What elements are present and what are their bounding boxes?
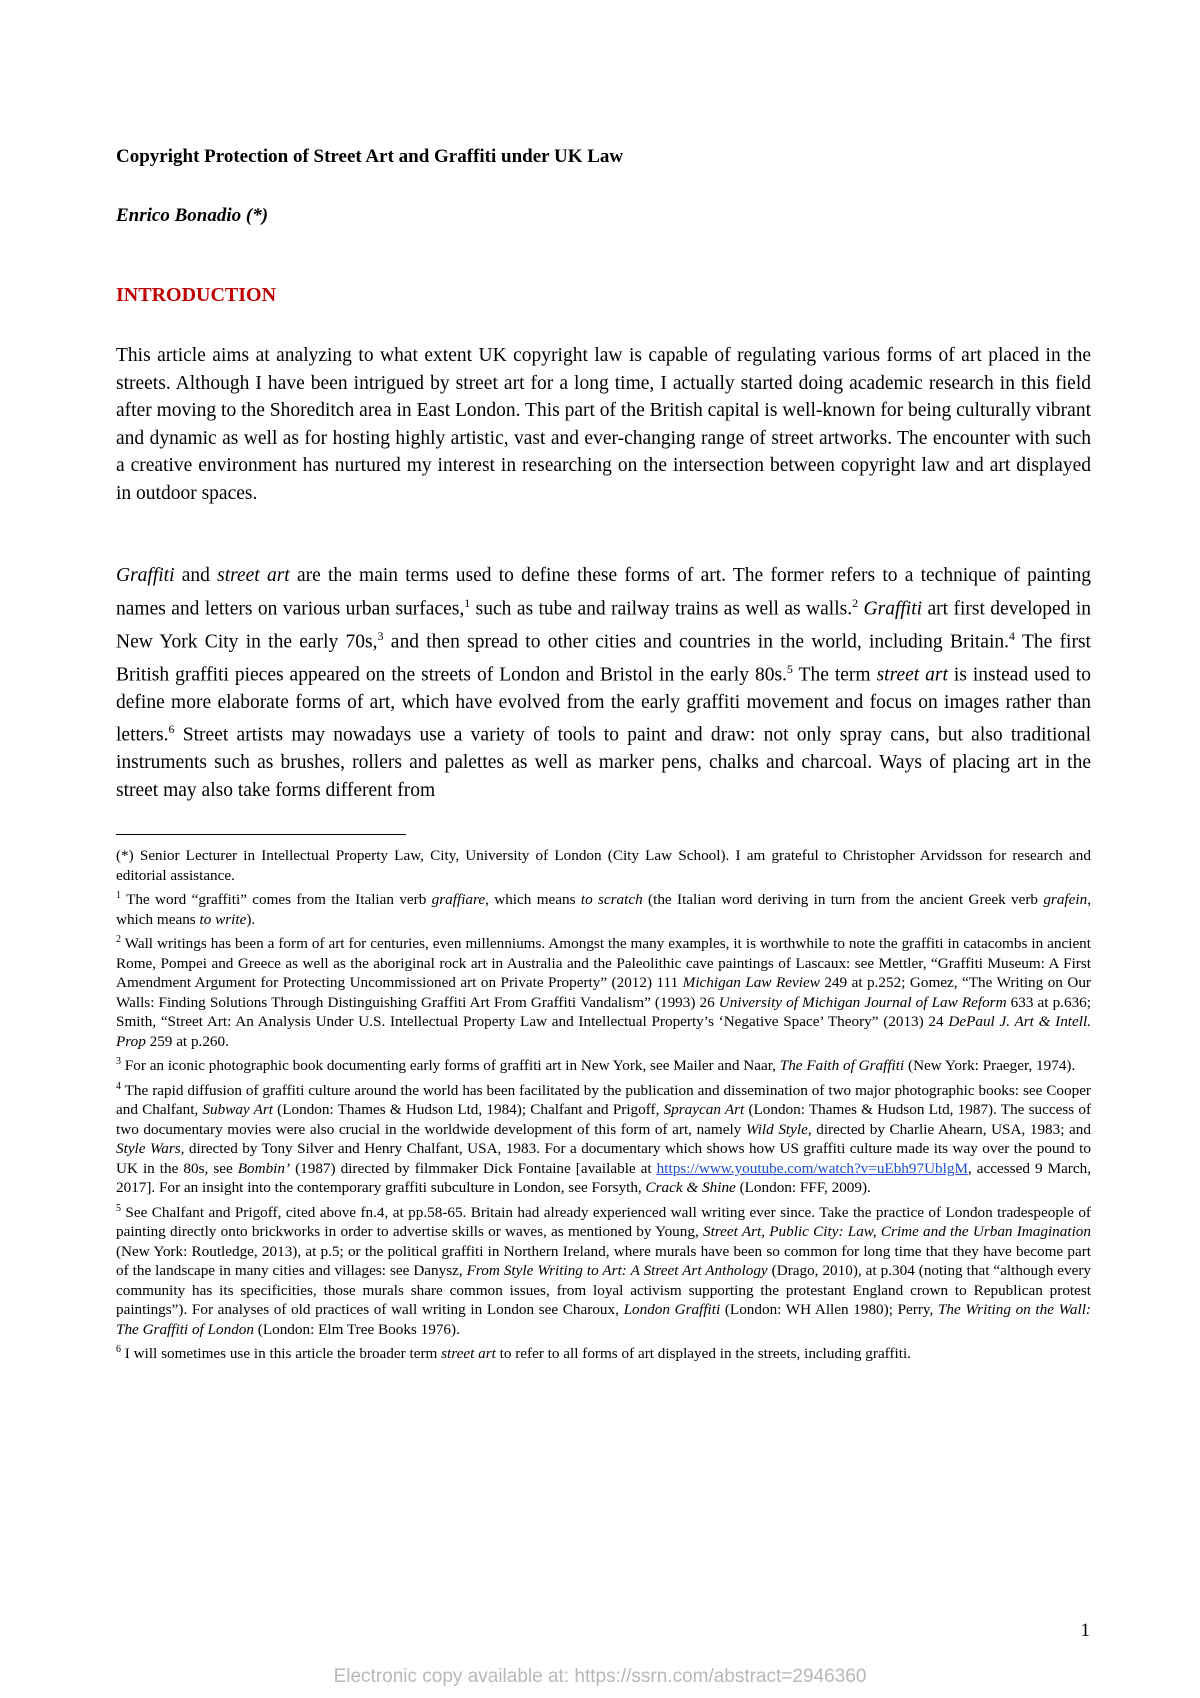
body-text: and [174,565,218,586]
page-number: 1 [1080,1620,1090,1641]
footnote-text: (London: Thames & Hudson Ltd, 1984); Chalfant and Prigoff, [272,1101,664,1119]
footnote-ref-4[interactable]: 4 [1009,628,1016,643]
footnote-text: 259 at p.260. [145,1032,229,1050]
footnote-text: , which means [116,891,1091,928]
footnote-text: For an iconic photographic book documenting early forms of graffiti art in New York, see Mailer and Naar, [121,1057,780,1075]
footnote-2 [116,930,1091,1051]
footnote-number: 2 [116,934,121,946]
body-text: art first developed in New York City in the early 70s, [116,598,1092,652]
footnote-italic: Michigan Law Review [682,974,820,992]
footnote-text: The word “graffiti” comes from the Italian verb [121,891,432,909]
footnote-text: 633 at p.636; Smith, “Street Art: An Analysis Under U.S. Intellectual Property Law and Intellectual Property’s ‘Negative Space’ Theory” (2013) 24 [116,993,1091,1031]
footnote-4 [116,1077,1091,1198]
footnote-star: (*) Senior Lecturer in Intellectual Property Law, City, University of London (City Law School). I am grateful to Christopher Arvidsson for research and editorial assistance. [116,847,1091,884]
article-author: Enrico Bonadio (*) [116,205,269,226]
footnote-italic: London Graffiti [623,1301,721,1319]
italic-term: Graffiti [863,598,923,619]
footnote-italic: University of Michigan Journal of Law Reform [718,993,1007,1011]
footnote-italic: Style Wars [116,1140,181,1158]
footnote-text: (London: FFF, 2009). [735,1179,871,1197]
footnote-italic: to scratch [580,891,643,909]
footnotes [116,846,1091,1365]
footnote-italic: Street Art, Public City: Law, Crime and the Urban Imagination [703,1223,1091,1241]
footnote-5 [116,1199,1091,1340]
footnote-italic: DePaul J. Art & Intell. Prop [116,1013,1092,1050]
footnote-number: 5 [116,1202,121,1214]
footnote-italic: grafein [1043,891,1088,909]
footnote-italic: The Faith of Graffiti [779,1057,905,1075]
footnote-text: See Chalfant and Prigoff, cited above fn.4, at pp.58-65. Britain had already experienced wall writing ever since. Take the practice of London tradespeople of painting directly onto brickworks in order to advertise skills or waves, as mentioned by Young, [116,1203,1091,1241]
footnote-number: 6 [116,1344,121,1356]
footnote-italic: Crack & Shine [645,1179,736,1197]
footnote-italic: Subway Art [202,1101,273,1119]
italic-term: street art [217,565,290,586]
footnote-text: (London: WH Allen 1980); Perry, [720,1301,938,1319]
footnote-italic: Wild Style [745,1120,808,1138]
footnote-italic: Spraycan Art [663,1101,745,1119]
footnote-text: ). [246,910,256,928]
footnote-text: , which means [485,891,581,909]
footnote-text: (the Italian word deriving in turn from the ancient Greek verb [642,891,1044,909]
footnote-ref-1[interactable]: 1 [464,595,471,610]
footnote-text: (New York: Praeger, 1974). [904,1057,1076,1075]
body-text: and then spread to other cities and countries in the world, including Britain. [383,631,1010,652]
footnote-italic: street art [441,1345,496,1363]
footnote-italic: to write [199,910,247,928]
footnote-ref-2[interactable]: 2 [852,595,859,610]
footnote-ref-6[interactable]: 6 [168,722,175,736]
footnote-number: 3 [116,1056,121,1068]
footnote-text: (London: Elm Tree Books 1976). [253,1320,460,1338]
body-text: are the main terms used to define these forms of art. The former refers to a technique of painting names and letters on various urban surfaces, [116,565,1092,619]
footnote-text: (London: Thames & Hudson Ltd, 1987). The success of two documentary movies were also crucial in the worldwide development of this form of art, namely [116,1101,1091,1138]
footnote-text: I will sometimes use in this article the broader term [121,1345,442,1363]
body-text: Street artists may nowadays use a variety of tools to paint and draw: not only spray cans, but also traditional instruments such as brushes, rollers and palettes as well as marker pens, chalks and charcoal. Ways of placing art in the street may also take forms different from [116,724,1091,801]
youtube-link[interactable]: https://www.youtube.com/watch?v=uEbh97UblgM [656,1159,968,1177]
footnote-text: (1987) directed by filmmaker Dick Fontaine [available at [290,1159,657,1177]
footnote-text: to refer to all forms of art displayed in the streets, including graffiti. [495,1345,911,1363]
footnote-italic: The Writing on the Wall: The Graffiti of London [116,1301,1091,1338]
body-text: such as tube and railway trains as well as walls. [470,598,853,619]
body-text: The first British graffiti pieces appeared on the streets of London and Bristol in the early 80s. [116,631,1091,685]
ssrn-notice: Electronic copy available at: https://ssrn.com/abstract=2946360 [333,1666,867,1687]
footnote-text: , directed by Tony Silver and Henry Chalfant, USA, 1983. For a documentary which shows how US graffiti culture made its way over the pound to UK in the 80s, see [116,1140,1091,1177]
footnote-text: (New York: Routledge, 2013), at p.5; or the political graffiti in Northern Ireland, where murals have been so common for long time that they have become part of the landscape in many cities and villages: see Danysz, [116,1242,1091,1280]
footnote-6 [116,1340,1091,1364]
footnote-number: 1 [116,890,121,901]
italic-term: street art [876,664,948,685]
section-heading: INTRODUCTION [116,284,277,306]
footnote-text: Wall writings has been a form of art for centuries, even millenniums. Amongst the many examples, it is worthwhile to note the graffiti in catacombs in ancient Rome, Pompei and Greece as well as the aboriginal rock art in Australia and the Paleolithic cave paintings of Lascaux: see Mettler, “Graffiti Museum: A First Amendment Argument for Protecting Uncommissioned art on Private Property” (2012) 111 [116,935,1091,992]
body-paragraph-1: This article aims at analyzing to what extent UK copyright law is capable of regulating various forms of art placed in the streets. Although I have been intrigued by street art for a long time, I actually started doing academic research in this field after moving to the Shoreditch area in East London. This part of the British capital is well-known for being culturally vibrant and dynamic as well as for hosting highly artistic, vast and ever-changing range of street artworks. The encounter with such a creative environment has nurtured my interest in researching on the intersection between copyright law and art displayed in outdoor spaces. [116,345,1091,504]
footnote-1 [116,886,1091,929]
footnote-ref-3[interactable]: 3 [377,628,384,643]
footnote-separator [116,834,406,835]
footnote-text: , directed by Charlie Ahearn, USA, 1983; and [807,1120,1091,1138]
body-text: is instead used to define more elaborate forms of art, which have evolved from the early graffiti movement and focus on images rather than letters. [116,664,1092,746]
footnote-italic: Bombin’ [237,1159,291,1177]
footnote-text: , accessed 9 March, 2017]. For an insight into the contemporary graffiti subculture in London, see Forsyth, [116,1159,1092,1197]
footnote-3 [116,1052,1091,1076]
article-title: Copyright Protection of Street Art and Graffiti under UK Law [116,146,624,167]
footnote-ref-5[interactable]: 5 [786,661,793,676]
italic-term: Graffiti [116,565,175,586]
footnote-number: 4 [116,1080,121,1092]
footnote-italic: From Style Writing to Art: A Street Art Anthology [466,1262,768,1280]
footnote-text: 249 at p.252; Gomez, “The Writing on Our Walls: Finding Solutions Through Distinguishing Graffiti Art From Graffiti Vandalism” (1993) 26 [116,974,1091,1011]
footnote-italic: graffiare [431,891,486,909]
footnote-text: (Drago, 2010), at p.304 (noting that “although every community has its specificities, those murals share common issues, from loyal activism supporting the protestant England crown to Republican protest paintings”). For analyses of old practices of wall writing in London see Charoux, [116,1262,1091,1319]
footnote-text: The rapid diffusion of graffiti culture around the world has been facilitated by the publication and dissemination of two major photographic books: see Cooper and Chalfant, [116,1081,1091,1119]
body-paragraph-2 [116,562,1091,804]
body-text: The term [792,664,877,685]
